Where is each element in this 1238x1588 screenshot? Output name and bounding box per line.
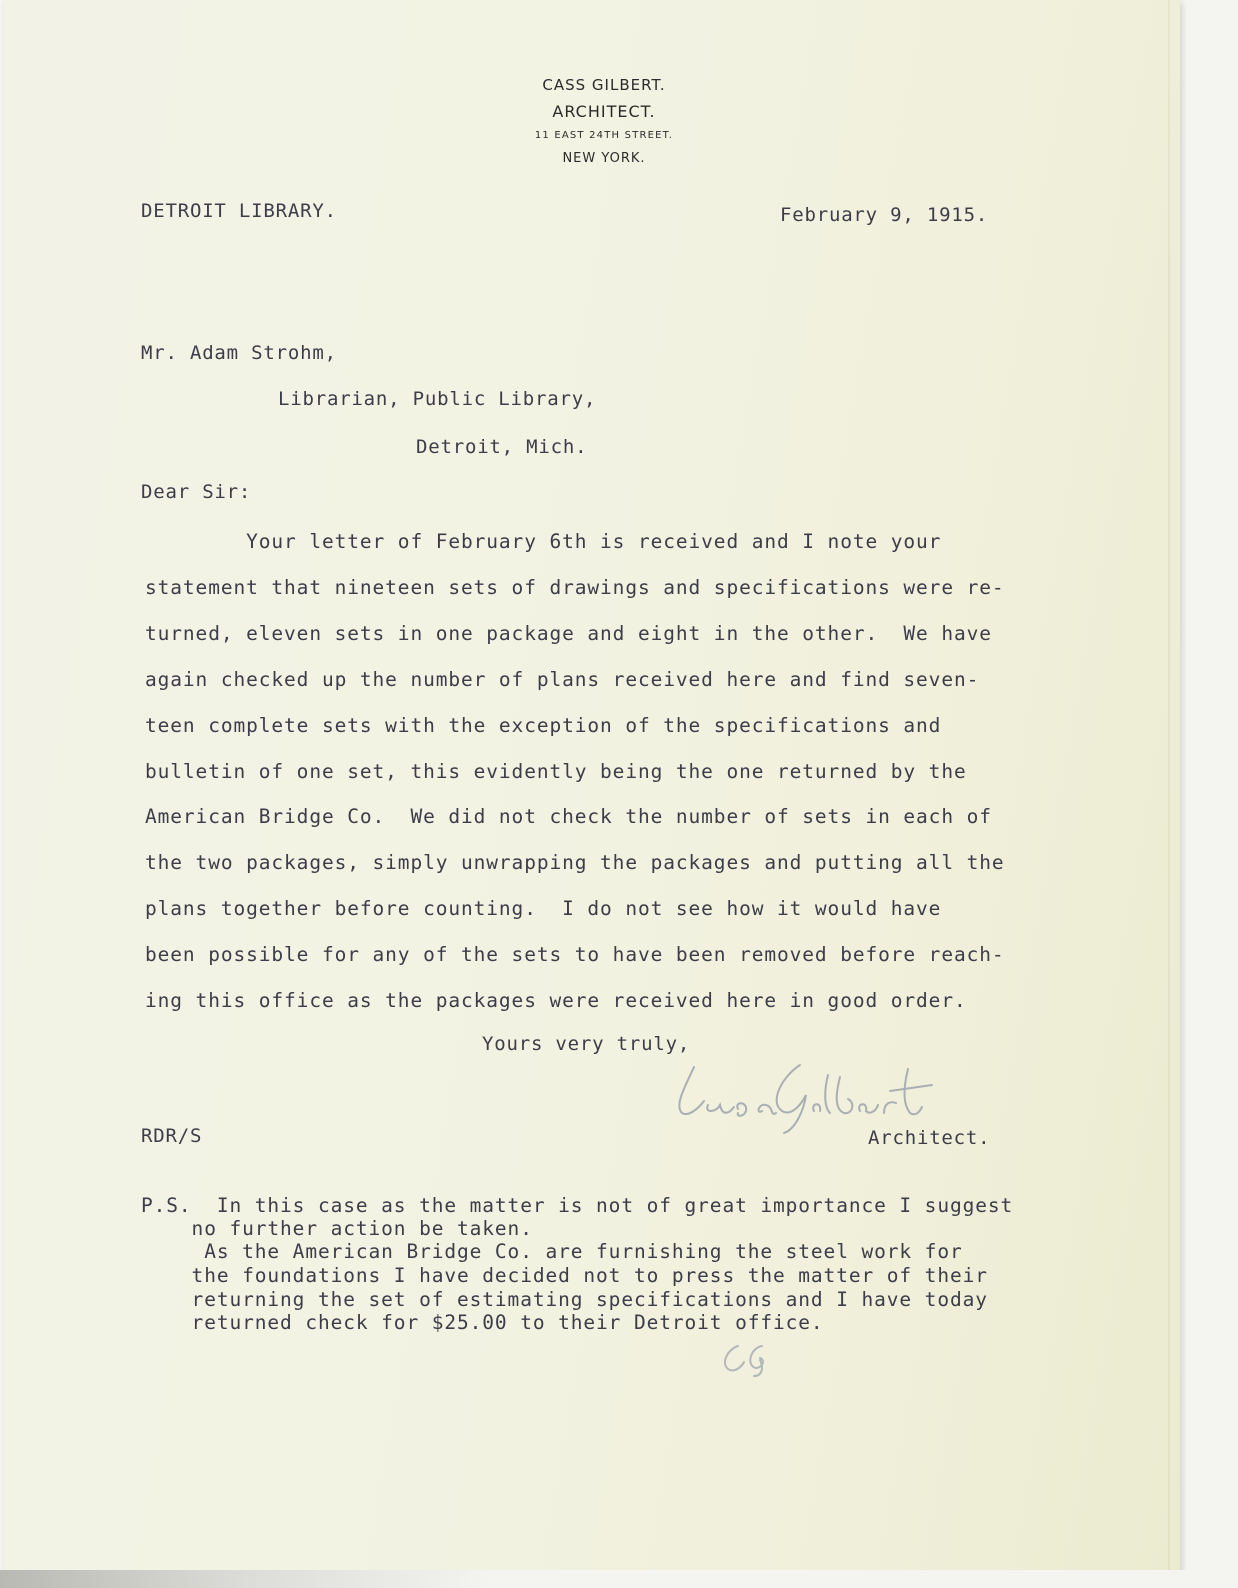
body-line: American Bridge Co. We did not check the number of sets in each of <box>145 805 992 828</box>
recipient-city: Detroit, Mich. <box>416 436 588 458</box>
recipient-title: Librarian, Public Library, <box>278 388 597 410</box>
signature-title: Architect. <box>868 1127 991 1149</box>
letterhead-title: ARCHITECT. <box>552 102 656 121</box>
letter-date: February 9, 1915. <box>780 204 989 226</box>
postscript-line: P.S. In this case as the matter is not of great importance I suggest <box>141 1194 1014 1217</box>
postscript-line: returned check for $25.00 to their Detroit office. <box>141 1311 824 1334</box>
letterhead-name: CASS GILBERT. <box>542 76 666 94</box>
reference-initials: RDR/S <box>141 1125 203 1147</box>
postscript-line: returning the set of estimating specifications and I have today <box>141 1288 988 1311</box>
postscript-line: no further action be taken. <box>141 1217 533 1240</box>
body-line: plans together before counting. I do not see how it would have <box>145 897 942 920</box>
salutation: Dear Sir: <box>141 481 252 503</box>
body-line: been possible for any of the sets to have been removed before reach- <box>145 943 1005 966</box>
letterhead-city: NEW YORK. <box>562 151 646 166</box>
subject-line: DETROIT LIBRARY. <box>141 200 337 222</box>
body-line: ing this office as the packages were received here in good order. <box>145 989 967 1012</box>
body-line: the two packages, simply unwrapping the packages and putting all the <box>145 851 1005 874</box>
handwritten-initials <box>716 1338 776 1378</box>
body-line: Your letter of February 6th is received and I note your <box>145 530 942 553</box>
body-line: again checked up the number of plans received here and find seven- <box>145 668 980 691</box>
body-line: turned, eleven sets in one package and eight in the other. We have <box>145 622 992 645</box>
postscript-line: the foundations I have decided not to press the matter of their <box>141 1264 988 1287</box>
letterhead-address: 11 EAST 24TH STREET. <box>534 130 674 141</box>
complimentary-close: Yours very truly, <box>482 1033 691 1055</box>
recipient-name: Mr. Adam Strohm, <box>141 342 337 364</box>
body-line: statement that nineteen sets of drawings and specifications were re- <box>145 576 1005 599</box>
scan-background-edge <box>0 1570 1238 1588</box>
body-line: bulletin of one set, this evidently being the one returned by the <box>145 760 967 783</box>
postscript-line: As the American Bridge Co. are furnishing the steel work for <box>141 1240 963 1263</box>
letter-page <box>4 0 1180 1578</box>
body-line: teen complete sets with the exception of the specifications and <box>145 714 942 737</box>
signature-image <box>664 1055 934 1135</box>
paper-crease <box>1168 0 1170 1578</box>
